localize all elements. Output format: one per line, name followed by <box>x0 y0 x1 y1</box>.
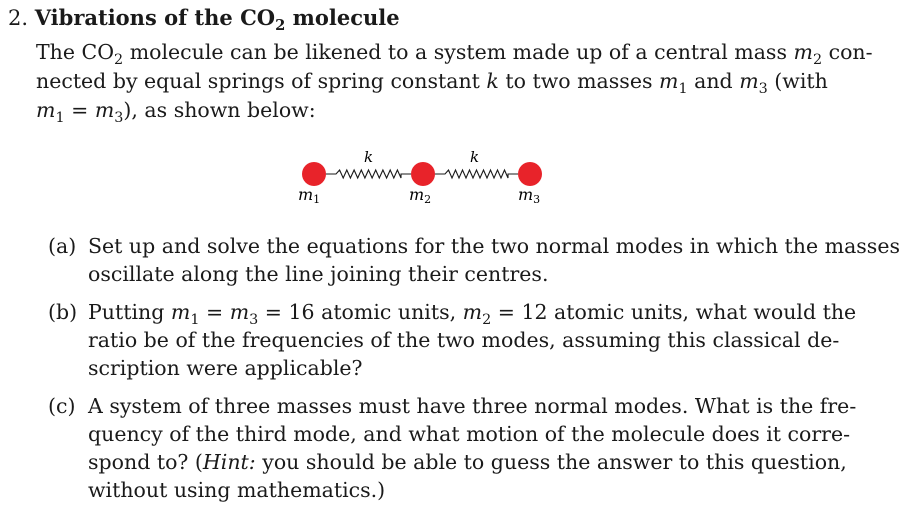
question-a-label: (a) <box>48 234 77 258</box>
question-c-line-2: quency of the third mode, and what motion of the molecule does it corre- <box>88 422 851 446</box>
math-symbol: m <box>739 69 759 93</box>
intro-line-1 <box>36 38 873 69</box>
title-subscript: 2 <box>275 17 286 35</box>
question-c <box>48 392 857 504</box>
title-text: Vibrations of the CO <box>34 5 276 30</box>
equals-sign: = <box>64 98 95 122</box>
intro-text: con- <box>822 40 873 64</box>
intro-line-2 <box>36 67 828 98</box>
intro-text: to two masses <box>498 69 659 93</box>
spring-label-left: k <box>364 148 374 166</box>
question-text: Putting <box>88 300 171 324</box>
question-b-line-3: scription were applicable? <box>88 356 363 380</box>
spring-label-right: k <box>470 148 480 166</box>
math-subscript: 3 <box>114 110 124 127</box>
question-text: you should be able to guess the answer to this question, <box>255 450 847 474</box>
math-subscript: 1 <box>55 110 65 127</box>
question-c-line-1: A system of three masses must have three normal modes. What is the fre- <box>88 394 857 418</box>
mass-m1 <box>302 162 326 186</box>
intro-text: ), as shown below: <box>123 98 316 122</box>
mass-m2 <box>411 162 435 186</box>
math-symbol: m <box>170 300 191 324</box>
title-text-end: molecule <box>285 5 400 30</box>
intro-subscript: 2 <box>114 52 124 69</box>
math-subscript: 1 <box>678 81 688 98</box>
spring-left <box>326 170 411 178</box>
question-text: = 16 atomic units, <box>258 300 463 324</box>
mass-m3 <box>518 162 542 186</box>
intro-text: molecule can be likened to a system made up of a central mass <box>123 40 794 64</box>
mass-label-m2: m2 <box>409 185 432 206</box>
intro-text: The CO <box>36 40 115 64</box>
question-list <box>48 232 900 514</box>
question-a <box>48 232 900 288</box>
math-subscript: 1 <box>190 312 200 329</box>
question-text: = 12 atomic units, what would the <box>491 300 857 324</box>
intro-text: (with <box>767 69 828 93</box>
question-b-line-2: ratio be of the frequencies of the two modes, assuming this classical de- <box>88 328 840 352</box>
question-c-line-3 <box>88 448 847 476</box>
mass-spring-diagram <box>290 140 560 210</box>
math-symbol: m <box>462 300 483 324</box>
intro-text: and <box>687 69 740 93</box>
intro-line-3 <box>36 96 806 125</box>
equals-sign: = <box>199 300 230 324</box>
math-symbol: m <box>659 69 679 93</box>
intro-text: nected by equal springs of spring constant <box>36 69 487 93</box>
math-subscript: 3 <box>758 81 768 98</box>
mass-label-m3: m3 <box>518 185 541 206</box>
hint-label: Hint: <box>202 450 256 474</box>
question-c-line-4: without using mathematics.) <box>88 478 386 502</box>
math-symbol: m <box>793 40 813 64</box>
problem-title <box>34 5 400 35</box>
math-subscript: 2 <box>812 52 823 69</box>
question-b-label: (b) <box>48 300 78 324</box>
math-symbol: m <box>94 98 115 122</box>
problem-intro <box>36 38 873 127</box>
math-subscript: 3 <box>249 312 259 329</box>
question-text: spond to? ( <box>88 450 203 474</box>
problem-number: 2. <box>8 6 29 30</box>
math-symbol: m <box>36 98 56 122</box>
spring-right <box>435 170 518 178</box>
problem-heading <box>8 4 400 35</box>
math-symbol: k <box>486 69 499 93</box>
math-symbol: m <box>229 300 250 324</box>
mass-label-m1: m1 <box>298 185 321 206</box>
question-b-line-1 <box>88 298 857 329</box>
question-b <box>48 298 857 382</box>
question-c-label: (c) <box>48 394 76 418</box>
question-a-line-1: Set up and solve the equations for the two normal modes in which the masses <box>88 234 900 258</box>
question-a-line-2: oscillate along the line joining their centres. <box>88 262 549 286</box>
math-subscript: 2 <box>482 312 492 329</box>
